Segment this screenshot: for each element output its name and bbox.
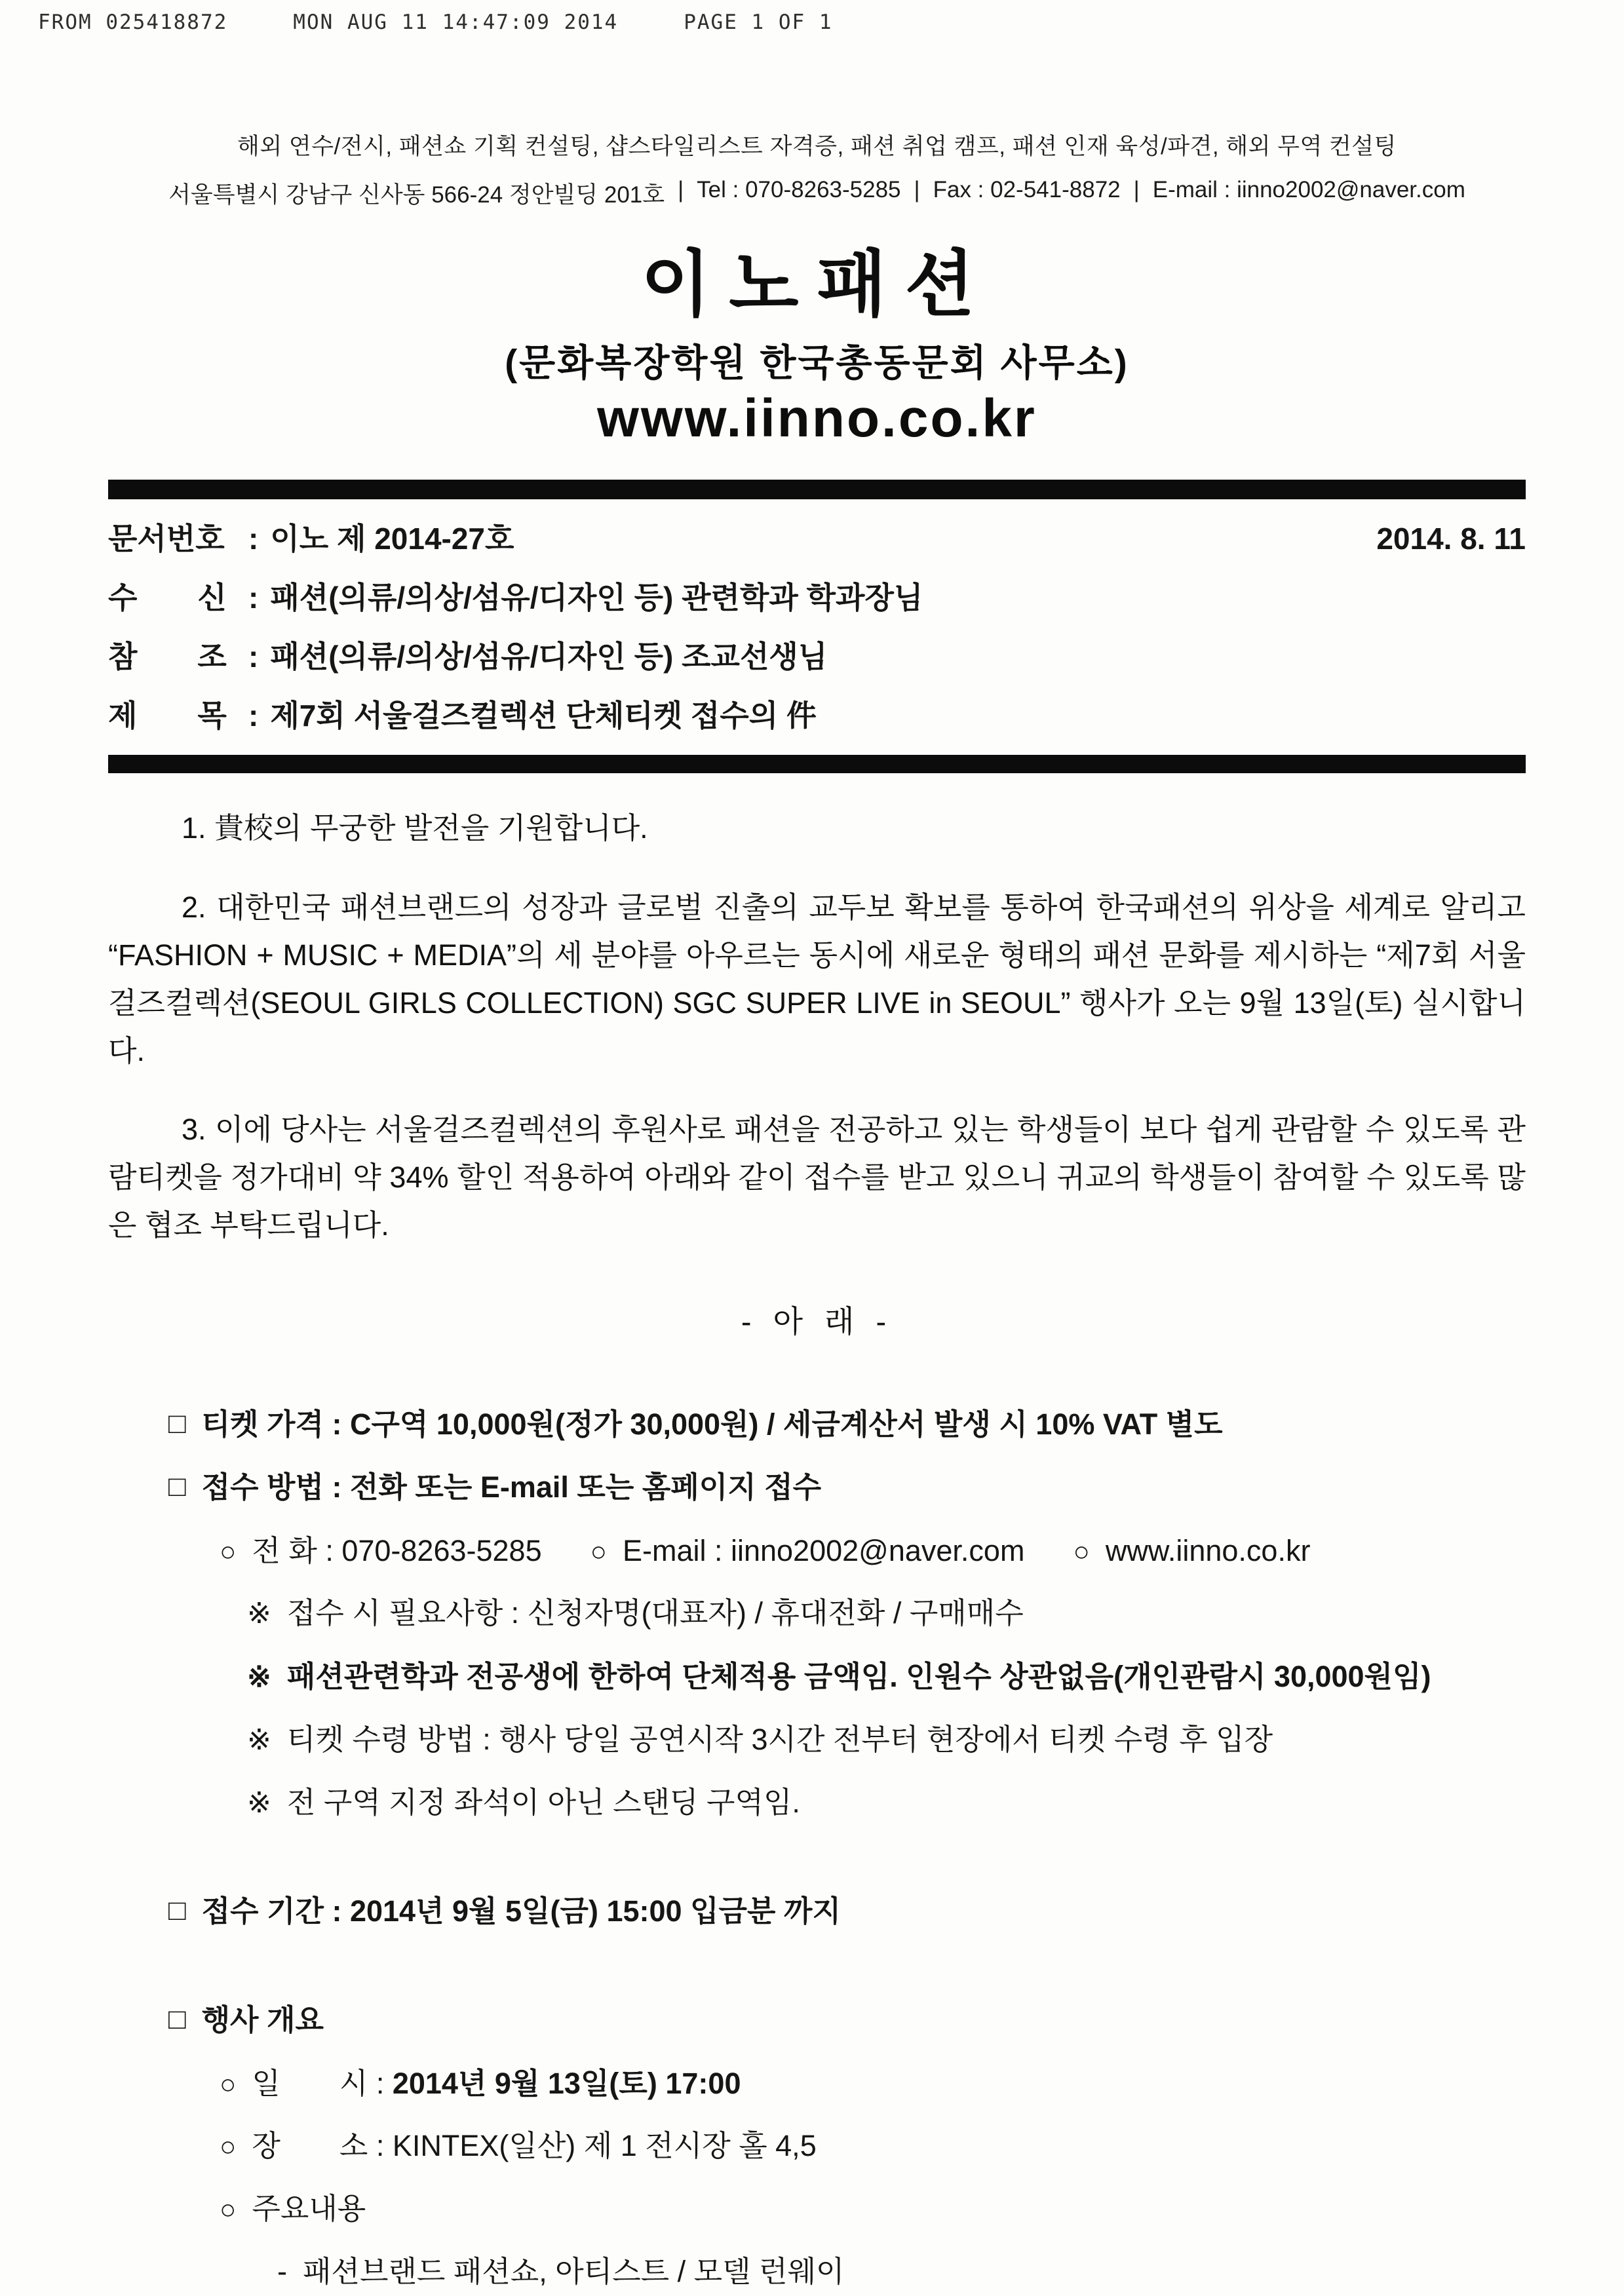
company-subtitle: (문화복장학원 한국총동문회 사무소) xyxy=(505,342,1129,384)
colon: : xyxy=(248,640,259,674)
event-venue-row xyxy=(108,2123,1526,2169)
cc-row xyxy=(108,633,1526,676)
event-overview-title: 행사 개요 xyxy=(201,2003,324,2037)
address-text: 서울특별시 강남구 신사동 566-24 정안빌딩 201호 xyxy=(168,182,665,208)
fax-transmission-header xyxy=(38,10,833,34)
letterhead xyxy=(108,128,1526,450)
event-item-runway xyxy=(108,2249,1526,2295)
square-bullet-icon: □ xyxy=(168,1407,186,1440)
contact-website xyxy=(1073,1528,1310,1574)
reference-mark-icon: ※ xyxy=(247,1723,271,1756)
subject-row xyxy=(108,692,1526,735)
contact-email-text: E-mail : iinno2002@naver.com xyxy=(622,1533,1025,1567)
recipient-label: 수 신 xyxy=(108,581,227,615)
circle-bullet-icon: ○ xyxy=(1073,1535,1090,1567)
event-datetime-row xyxy=(108,2061,1526,2107)
letter-body xyxy=(108,805,1526,1347)
document-info xyxy=(108,515,1526,735)
subject-label: 제 목 xyxy=(108,698,227,733)
contact-phone xyxy=(220,1528,542,1574)
event-contents-row xyxy=(108,2186,1526,2232)
fax-page-count: PAGE 1 OF 1 xyxy=(684,10,833,34)
separator: | xyxy=(914,177,920,202)
details-list xyxy=(108,1402,1526,2296)
apply-period-text: 접수 기간 : 2014년 9월 5일(금) 15:00 입금분 까지 xyxy=(201,1894,841,1928)
square-bullet-icon: □ xyxy=(168,1894,186,1927)
contact-website-text: www.iinno.co.kr xyxy=(1105,1533,1311,1567)
circle-bullet-icon: ○ xyxy=(220,1535,237,1567)
note-group-price-item xyxy=(108,1654,1526,1700)
contact-phone-text: 전 화 : 070-8263-5285 xyxy=(252,1533,542,1567)
event-venue-label: 장 소 : xyxy=(252,2129,393,2163)
reference-mark-icon: ※ xyxy=(247,1598,271,1630)
divider-bar-bottom xyxy=(108,755,1526,773)
body-paragraph-3: 3. 이에 당사는 서울걸즈컬렉션의 후원사로 패션을 전공하고 있는 학생들이 보다 쉽게 관람할 수 있도록 관람티켓을 정가대비 약 34% 할인 적용하여 아래와 같이 접수를 받고 있으니 귀교의 학생들이 참여할 수 있도록 많은 협조 부탁드립니다. xyxy=(108,1113,1526,1242)
note-requirements-item xyxy=(108,1590,1526,1636)
separator: | xyxy=(678,177,684,202)
colon: : xyxy=(248,698,259,733)
note-group-price-text: 패션관련학과 전공생에 한하여 단체적용 금액임. 인원수 상관없음(개인관람시 30,000원임) xyxy=(286,1659,1431,1693)
email-text: E-mail : iinno2002@naver.com xyxy=(1152,177,1465,202)
doc-number-value: 이노 제 2014-27호 xyxy=(270,522,514,556)
below-marker: - 아 래 - xyxy=(741,1304,893,1339)
fax-timestamp: MON AUG 11 14:47:09 2014 xyxy=(293,10,619,34)
contact-email xyxy=(590,1528,1025,1574)
body-paragraph-1: 1. 貴校의 무궁한 발전을 기원합니다. xyxy=(182,811,648,845)
circle-bullet-icon: ○ xyxy=(220,2194,237,2225)
dash-bullet-icon: - xyxy=(277,2254,287,2288)
fax-from-number: FROM 025418872 xyxy=(38,10,228,34)
event-datetime-value: 2014년 9월 13일(토) 17:00 xyxy=(392,2066,741,2100)
recipient-row xyxy=(108,574,1526,617)
contacts-row xyxy=(108,1528,1526,1574)
apply-period-item xyxy=(108,1888,1526,1934)
ticket-price-item xyxy=(108,1402,1526,1447)
square-bullet-icon: □ xyxy=(168,2003,186,2036)
apply-method-item xyxy=(108,1464,1526,1510)
circle-bullet-icon: ○ xyxy=(220,2131,237,2162)
event-item-runway-text: 패션브랜드 패션쇼, 아티스트 / 모델 런웨이 xyxy=(303,2254,845,2288)
colon: : xyxy=(248,581,259,615)
doc-number-row xyxy=(108,515,1526,558)
event-datetime-label: 일 시 : xyxy=(252,2066,393,2100)
note-requirements-text: 접수 시 필요사항 : 신청자명(대표자) / 휴대전화 / 구매매수 xyxy=(286,1596,1024,1630)
cc-value: 패션(의류/의상/섬유/디자인 등) 조교선생님 xyxy=(270,640,828,674)
note-standing-text: 전 구역 지정 좌석이 아닌 스탠딩 구역임. xyxy=(286,1785,800,1819)
letterhead-address-line xyxy=(108,177,1526,210)
separator: | xyxy=(1133,177,1140,202)
event-contents-title: 주요내용 xyxy=(252,2192,366,2225)
company-website: www.iinno.co.kr xyxy=(597,389,1037,448)
note-ticket-pickup-item xyxy=(108,1717,1526,1763)
body-paragraph-2: 2. 대한민국 패션브랜드의 성장과 글로벌 진출의 교두보 확보를 통하여 한국패션의 위상을 세계로 알리고 “FASHION + MUSIC + MEDIA”의 세 분야를 아우르는 동시에 새로운 형태의 패션 문화를 제시하는 “제7회 서울걸즈컬렉션(SEOUL GIRLS COLLECTION) SGC SUPER LIVE in SEOUL” 행사가 오는 9월 13일(토) 실시합니다. xyxy=(108,890,1526,1067)
doc-number-label: 문서번호 xyxy=(108,522,225,556)
fax-text: Fax : 02-541-8872 xyxy=(933,177,1121,202)
letterhead-services-line: 해외 연수/전시, 패션쇼 기획 컨설팅, 샵스타일리스트 자격증, 패션 취업 캠프, 패션 인재 육성/파견, 해외 무역 컨설팅 xyxy=(237,134,1397,159)
note-ticket-pickup-text: 티켓 수령 방법 : 행사 당일 공연시작 3시간 전부터 현장에서 티켓 수령 후 입장 xyxy=(286,1722,1273,1756)
tel-text: Tel : 070-8263-5285 xyxy=(697,177,901,202)
event-overview-item xyxy=(108,1997,1526,2043)
document-date: 2014. 8. 11 xyxy=(1376,522,1526,556)
event-venue-value: KINTEX(일산) 제 1 전시장 홀 4,5 xyxy=(392,2129,817,2163)
reference-mark-icon: ※ xyxy=(247,1660,271,1693)
cc-label: 참 조 xyxy=(108,640,227,674)
colon: : xyxy=(248,522,259,556)
apply-method-text: 접수 방법 : 전화 또는 E-mail 또는 홈페이지 접수 xyxy=(201,1470,822,1504)
circle-bullet-icon: ○ xyxy=(590,1535,607,1567)
circle-bullet-icon: ○ xyxy=(220,2068,237,2099)
reference-mark-icon: ※ xyxy=(247,1786,271,1819)
ticket-price-text: 티켓 가격 : C구역 10,000원(정가 30,000원) / 세금계산서 발생 시 10% VAT 별도 xyxy=(201,1407,1223,1442)
recipient-value: 패션(의류/의상/섬유/디자인 등) 관련학과 학과장님 xyxy=(270,581,923,615)
note-standing-item xyxy=(108,1780,1526,1826)
subject-value: 제7회 서울걸즈컬렉션 단체티켓 접수의 件 xyxy=(270,698,817,733)
company-name: 이노패션 xyxy=(640,244,994,325)
divider-bar-top xyxy=(108,480,1526,499)
square-bullet-icon: □ xyxy=(168,1470,186,1503)
